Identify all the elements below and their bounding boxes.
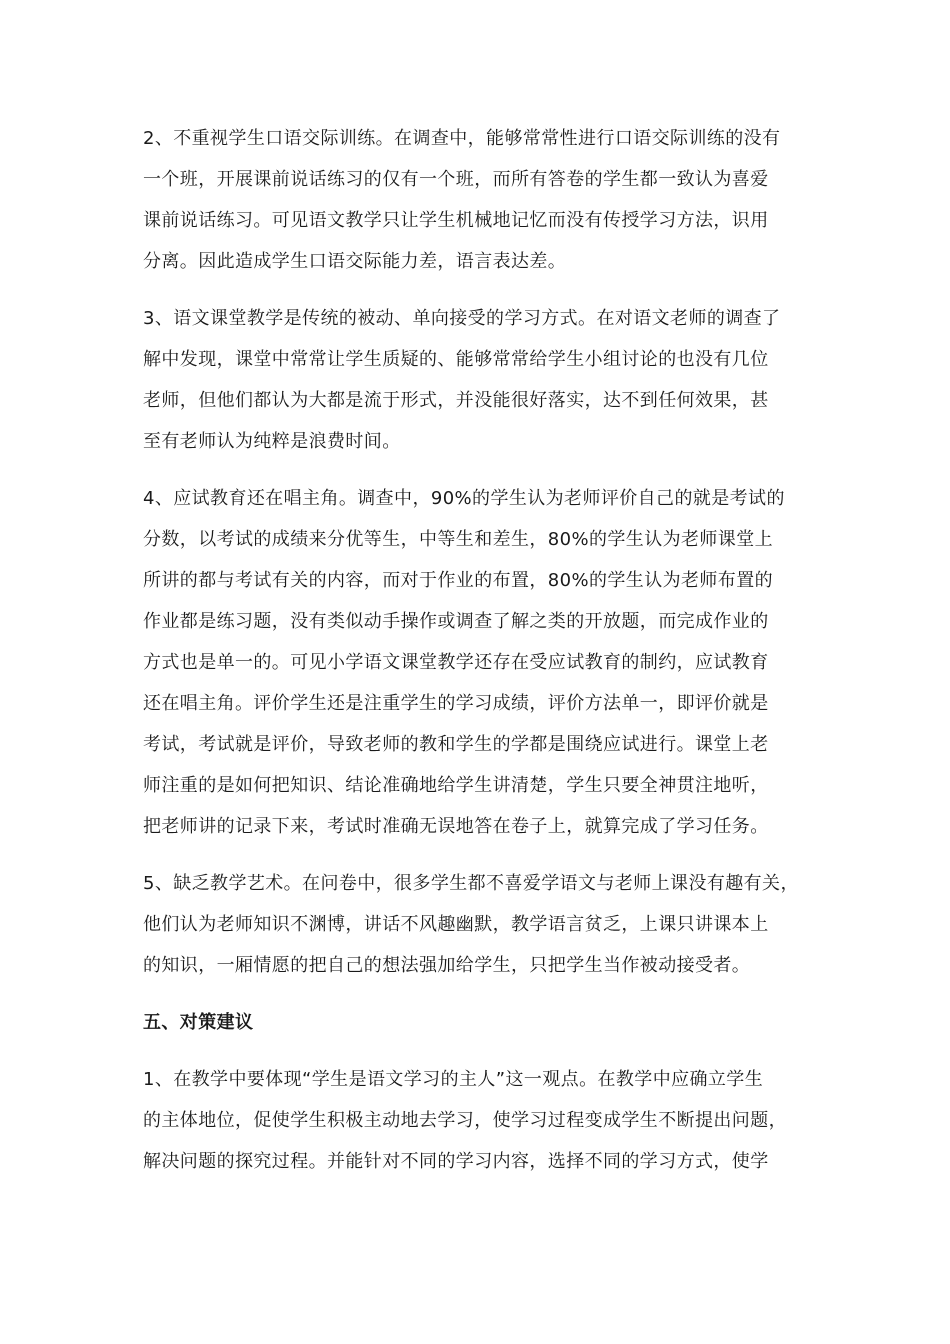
- text-line: 至有老师认为纯粹是浪费时间。: [143, 431, 401, 452]
- text-line: 分数，以考试的成绩来分优等生，中等生和差生，80%的学生认为老师课堂上: [143, 529, 774, 550]
- text-line: 课前说话练习。可见语文教学只让学生机械地记忆而没有传授学习方法，识用: [143, 210, 769, 231]
- paragraph-item-5: [143, 863, 819, 986]
- text-line: 4、应试教育还在唱主角。调查中，90%的学生认为老师评价自己的就是考试的: [143, 488, 785, 509]
- paragraph-item-3: [143, 298, 819, 462]
- text-line: 还在唱主角。评价学生还是注重学生的学习成绩，评价方法单一，即评价就是: [143, 693, 769, 714]
- paragraph-suggestion-1: [143, 1059, 819, 1182]
- text-line: 师注重的是如何把知识、结论准确地给学生讲清楚，学生只要全神贯注地听，: [143, 775, 769, 796]
- document-body: [143, 118, 819, 1198]
- text-line: 所讲的都与考试有关的内容，而对于作业的布置，80%的学生认为老师布置的: [143, 570, 774, 591]
- text-line: 考试，考试就是评价，导致老师的教和学生的学都是围绕应试进行。课堂上老: [143, 734, 769, 755]
- text-line: 解决问题的探究过程。并能针对不同的学习内容，选择不同的学习方式，使学: [143, 1151, 769, 1172]
- text-line: 方式也是单一的。可见小学语文课堂教学还存在受应试教育的制约，应试教育: [143, 652, 769, 673]
- text-line: 2、不重视学生口语交际训练。在调查中，能够常常性进行口语交际训练的没有: [143, 128, 781, 149]
- paragraph-item-2: [143, 118, 819, 282]
- text-line: 解中发现，课堂中常常让学生质疑的、能够常常给学生小组讨论的也没有几位: [143, 349, 769, 370]
- section-heading: 五、对策建议: [143, 1012, 254, 1033]
- text-line: 老师，但他们都认为大都是流于形式，并没能很好落实，达不到任何效果，甚: [143, 390, 769, 411]
- text-line: 的主体地位，促使学生积极主动地去学习，使学习过程变成学生不断提出问题，: [143, 1110, 787, 1131]
- text-line: 分离。因此造成学生口语交际能力差，语言表达差。: [143, 251, 567, 272]
- text-line: 他们认为老师知识不渊博，讲话不风趣幽默，教学语言贫乏，上课只讲课本上: [143, 914, 769, 935]
- text-line: 3、语文课堂教学是传统的被动、单向接受的学习方式。在对语文老师的调查了: [143, 308, 781, 329]
- text-line: 一个班，开展课前说话练习的仅有一个班，而所有答卷的学生都一致认为喜爱: [143, 169, 769, 190]
- text-line: 的知识，一厢情愿的把自己的想法强加给学生，只把学生当作被动接受者。: [143, 955, 751, 976]
- text-line: 1、在教学中要体现“学生是语文学习的主人”这一观点。在教学中应确立学生: [143, 1069, 764, 1090]
- paragraph-item-4: [143, 478, 819, 847]
- text-line: 作业都是练习题，没有类似动手操作或调查了解之类的开放题，而完成作业的: [143, 611, 769, 632]
- text-line: 5、缺乏教学艺术。在问卷中，很多学生都不喜爱学语文与老师上课没有趣有关，: [143, 873, 799, 894]
- text-line: 把老师讲的记录下来，考试时准确无误地答在卷子上，就算完成了学习任务。: [143, 816, 769, 837]
